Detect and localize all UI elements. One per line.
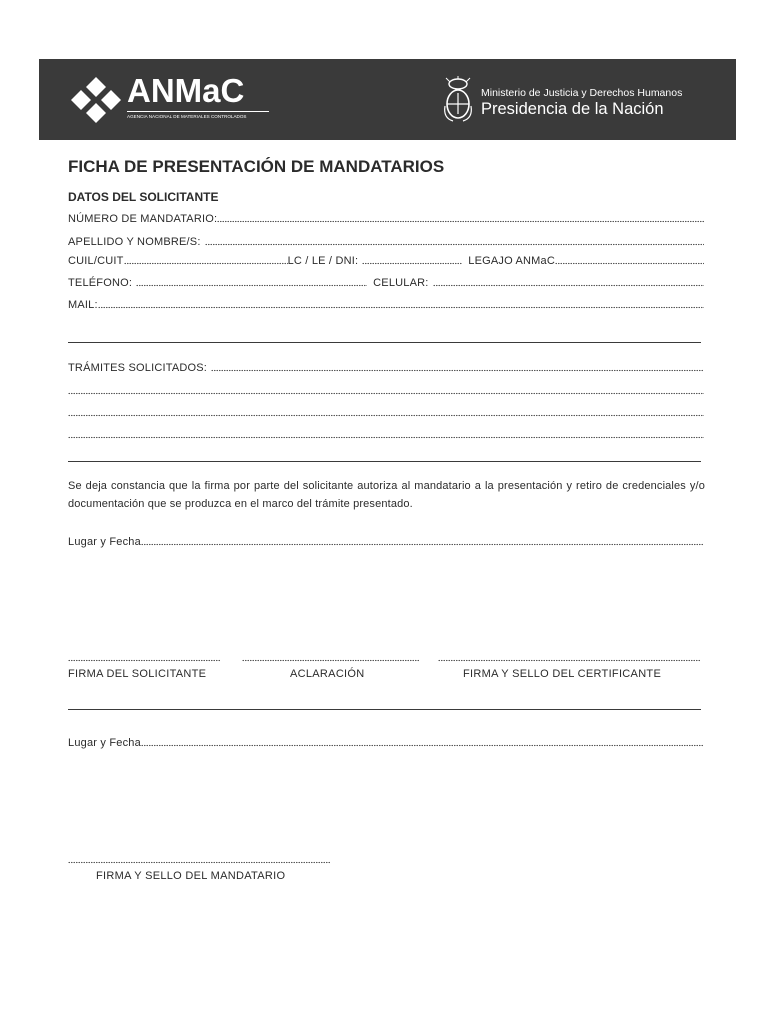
field-label: Lugar y Fecha <box>68 536 141 548</box>
field-lugar-fecha[interactable] <box>68 535 704 549</box>
firma-certificante-label: FIRMA Y SELLO DEL CERTIFICANTE <box>463 668 662 680</box>
ministry-label: Ministerio de Justicia y Derechos Humanos <box>481 87 683 99</box>
field-label: LC / LE / DNI: <box>287 255 359 267</box>
fill-line[interactable] <box>68 414 704 417</box>
fill-line-dni[interactable] <box>362 262 462 265</box>
signature-line-solicitante[interactable] <box>68 659 220 662</box>
field-label: CUIL/CUIT <box>68 255 124 267</box>
field-mail[interactable] <box>68 298 704 312</box>
tramites-line[interactable] <box>68 428 704 442</box>
fill-line[interactable] <box>217 220 704 223</box>
constancia-paragraph: Se deja constancia que la firma por parte del solicitante autoriza al mandatario a la presentación y retiro de credenciales y/o documentación que se produzca en el marco del trámite presentado. <box>68 480 705 510</box>
field-label: APELLIDO Y NOMBRE/S: <box>68 236 201 248</box>
form-title: FICHA DE PRESENTACIÓN DE MANDATARIOS <box>68 157 445 176</box>
firma-mandatario-label: FIRMA Y SELLO DEL MANDATARIO <box>96 870 286 882</box>
field-apellido-nombre[interactable] <box>68 235 704 249</box>
signature-line-mandatario[interactable] <box>68 861 330 864</box>
anmac-diamond-logo-icon <box>69 75 123 125</box>
fill-line[interactable] <box>68 392 704 395</box>
header-banner <box>39 59 736 140</box>
fill-line[interactable] <box>205 243 704 246</box>
field-label: TELÉFONO: <box>68 277 133 289</box>
field-label: TRÁMITES SOLICITADOS: <box>68 362 208 374</box>
fill-line[interactable] <box>68 436 704 439</box>
field-label: MAIL: <box>68 299 98 311</box>
argentina-coat-of-arms-icon <box>441 76 475 124</box>
firma-solicitante-label: FIRMA DEL SOLICITANTE <box>68 668 207 680</box>
signature-line-certificante[interactable] <box>438 659 700 662</box>
aclaracion-label: ACLARACIÓN <box>290 668 365 680</box>
tramites-line[interactable] <box>68 406 704 420</box>
presidency-label: Presidencia de la Nación <box>481 100 664 118</box>
signature-line-aclaracion[interactable] <box>242 659 419 662</box>
field-telefono-celular[interactable] <box>68 276 704 290</box>
fill-line[interactable] <box>141 744 704 747</box>
field-cuil-dni-legajo[interactable] <box>68 254 704 268</box>
logo-divider <box>127 111 269 112</box>
field-label: NÚMERO DE MANDATARIO: <box>68 213 218 225</box>
field-label: CELULAR: <box>373 277 429 289</box>
field-tramites[interactable] <box>68 361 704 375</box>
field-lugar-fecha-2[interactable] <box>68 736 704 750</box>
anmac-logo-subtitle: AGENCIA NACIONAL DE MATERIALES CONTROLADOS <box>127 114 247 119</box>
fill-line[interactable] <box>141 543 704 546</box>
fill-line-cuil[interactable] <box>124 262 288 265</box>
fill-line-celular[interactable] <box>433 284 704 287</box>
section-divider <box>68 461 701 462</box>
fill-line-legajo[interactable] <box>555 262 704 265</box>
section-divider <box>68 342 701 343</box>
tramites-line[interactable] <box>68 384 704 398</box>
anmac-logo-text: ANMaC <box>127 72 245 109</box>
field-label: Lugar y Fecha <box>68 737 141 749</box>
field-label: LEGAJO ANMaC <box>468 255 556 267</box>
section-divider <box>68 709 701 710</box>
fill-line[interactable] <box>211 369 704 372</box>
section-title: DATOS DEL SOLICITANTE <box>68 190 219 204</box>
fill-line-telefono[interactable] <box>136 284 367 287</box>
fill-line[interactable] <box>98 306 704 309</box>
field-numero-mandatario[interactable] <box>68 212 704 226</box>
